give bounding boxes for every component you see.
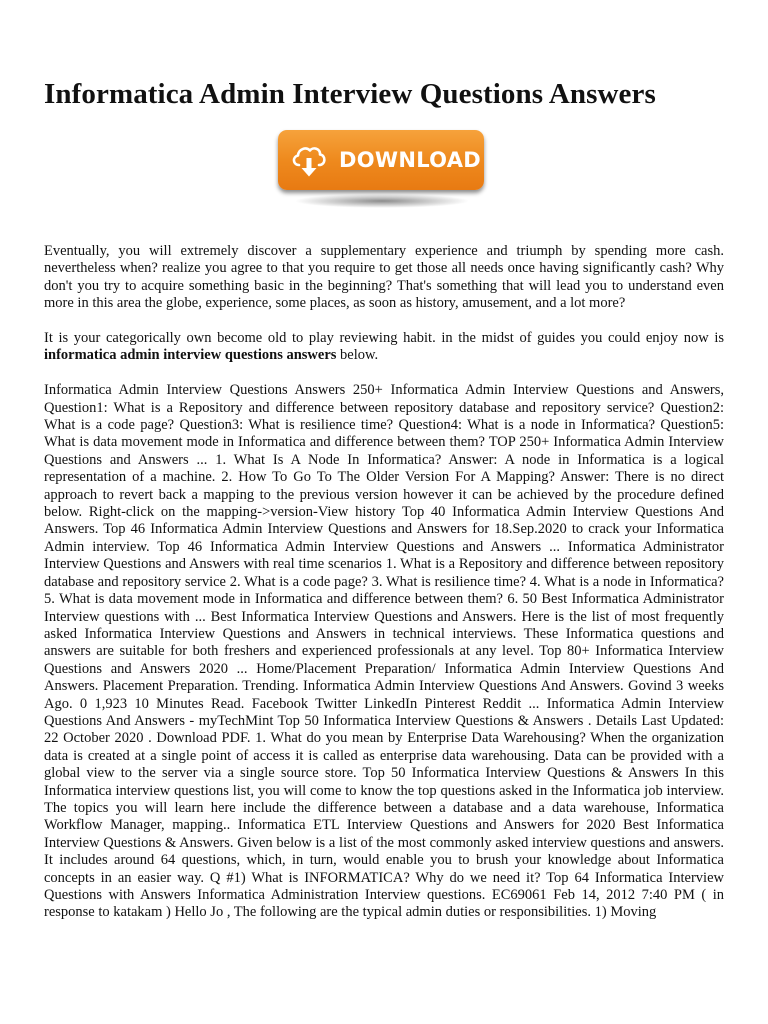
page-title: Informatica Admin Interview Questions Answers	[44, 78, 656, 110]
download-area	[278, 130, 486, 214]
paragraph-habit	[44, 330, 724, 365]
paragraph-habit-text: It is your categorically own become old to play reviewing habit. in the midst of guides you could enjoy now is	[44, 330, 724, 347]
paragraph-questions: Informatica Admin Interview Questions Answers 250+ Informatica Admin Interview Questions and Answers, Question1: What is a Repository and difference between repository database and repository service? Question2: What is a code page? Question3: What is resilience time? Question4: What is a node in Informatica? Question5: What is data movement mode in Informatica and difference between them? TOP 250+ Informatica Admin Interview Questions and Answers ... 1. What Is A Node In Informatica? Answer: A node in Informatica is a logical representation of a machine. 2. How To Go To The Older Version For A Mapping? Answer: There is no direct approach to revert back a mapping to the previous version however it can be achieved by the procedure defined below. Right-click on the mapping->version-View history Top 40 Informatica Admin Interview Questions And Answers. Top 46 Informatica Admin Interview Questions and Answers for 18.Sep.2020 to crack your Informatica Admin interview. Top 46 Informatica Admin Interview Questions and Answers ... Informatica Administrator Interview Questions and Answers with real time scenarios 1. What is a Repository and difference between repository database and repository service 2. What is a code page? 3. What is resilience time? 4. What is a node in Informatica? 5. What is data movement mode in Informatica and difference between them? 6. 50 Best Informatica Administrator Interview questions with ... Best Informatica Interview Questions and Answers. Here is the list of most frequently asked Informatica Interview Questions and Answers in technical interviews. These Informatica questions and answers are suitable for both freshers and experienced professionals at any level. Top 80+ Informatica Interview Questions and Answers 2020 ... Home/Placement Preparation/ Informatica Admin Interview Questions And Answers. Placement Preparation. Trending. Informatica Admin Interview Questions And Answers. Govind 3 weeks Ago. 0 1,923 10 Minutes Read. Facebook Twitter LinkedIn Pinterest Reddit ... Informatica Admin Interview Questions And Answers - myTechMint Top 50 Informatica Interview Questions & Answers . Details Last Updated: 22 October 2020 . Download PDF. 1. What do you mean by Enterprise Data Warehousing? When the organization data is created at a single point of access it is called as enterprise data warehousing. Data can be provided with a global view to the server via a single source store. Top 50 Informatica Interview Questions & Answers In this Informatica interview questions list, you will come to know the top questions asked in the Informatica job interview. The topics you will learn here include the difference between a database and a data warehouse, Informatica Workflow Manager, mapping.. Informatica ETL Interview Questions and Answers for 2020 Best Informatica Interview Questions & Answers. Given below is a list of the most commonly asked interview questions and answers. It includes around 64 questions, which, in turn, would enable you to brush your knowledge about Informatica concepts in an easier way. Q #1) What is INFORMATICA? Why do we need it? Top 64 Informatica Interview Questions with Answers Informatica Administration Interview questions. EC69061 Feb 14, 2012 7:40 PM ( in response to katakam ) Hello Jo , The following are the typical admin duties or responsibilities. 1) Moving	[44, 382, 724, 921]
paragraph-habit-bold: informatica admin interview questions answers	[44, 347, 337, 364]
cloud-download-icon	[287, 138, 331, 182]
download-label: DOWNLOAD	[339, 148, 482, 172]
paragraph-intro: Eventually, you will extremely discover a supplementary experience and triumph by spending more cash. nevertheless when? realize you agree to that you require to get those all needs once having significantly cash? Why don't you try to acquire something basic in the beginning? That's something that will lead you to understand even more in this area the globe, experience, some places, as soon as history, amusement, and a lot more?	[44, 243, 724, 312]
button-shadow	[294, 194, 470, 208]
article-body	[44, 243, 724, 939]
paragraph-habit-end: below.	[336, 347, 379, 364]
download-button[interactable]	[278, 130, 484, 190]
